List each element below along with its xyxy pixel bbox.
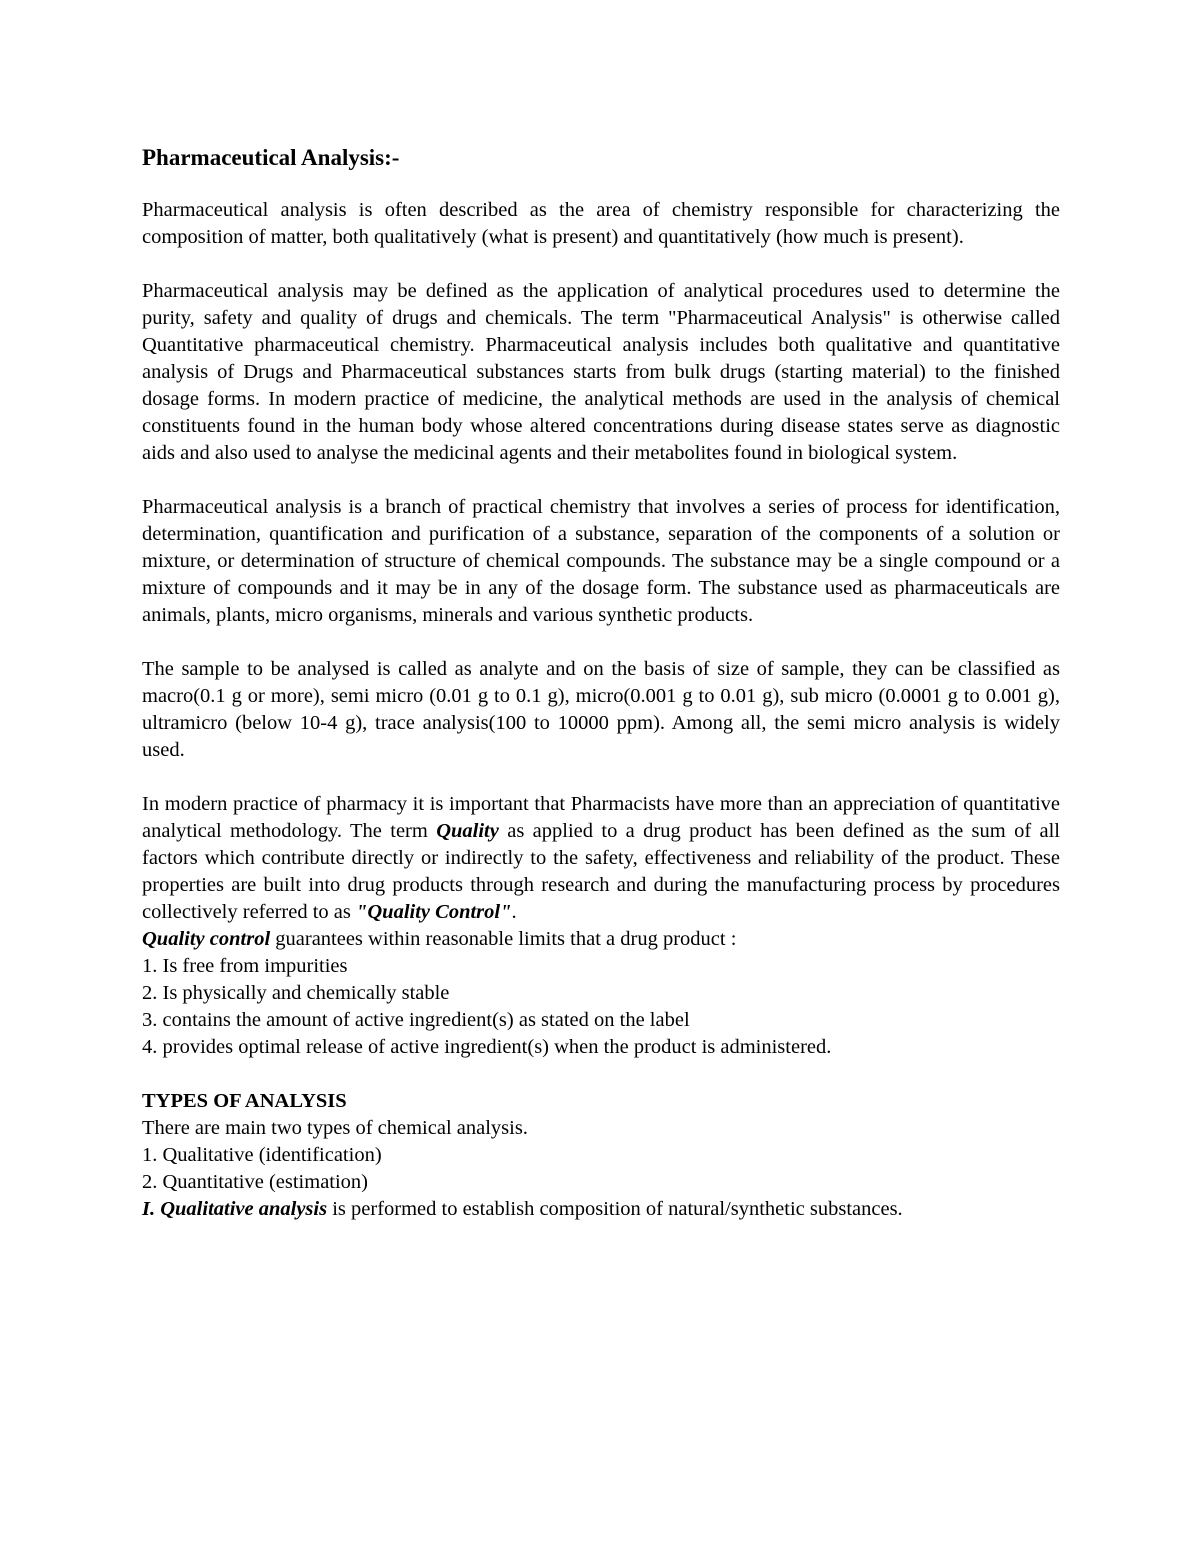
quality-term: Quality [436, 820, 499, 842]
list-item: 4. provides optimal release of active ingredient(s) when the product is administered. [142, 1036, 832, 1058]
list-item: 1. Is free from impurities [142, 955, 348, 977]
quality-control-lead [142, 926, 1060, 953]
paragraph-quality [142, 791, 1060, 926]
list-item: 2. Quantitative (estimation) [142, 1171, 369, 1193]
paragraph-definition: Pharmaceutical analysis is often described as the area of chemistry responsible for characterizing the composition of matter, both qualitatively (what is present) and quantitatively (how much is present). [142, 199, 1060, 248]
types-intro: There are main two types of chemical analysis. [142, 1117, 528, 1139]
list-item: 2. Is physically and chemically stable [142, 982, 450, 1004]
list-item: 3. contains the amount of active ingredient(s) as stated on the label [142, 1009, 690, 1031]
quality-text-1: In modern practice of pharmacy it is important that Pharmacists have more than an appreciation of quantitative analytical methodology. The term [142, 793, 1060, 842]
page-title: Pharmaceutical Analysis:- [142, 145, 400, 170]
qualitative-analysis-text: is performed to establish composition of natural/synthetic substances. [327, 1198, 903, 1220]
paragraph-application: Pharmaceutical analysis may be defined as the application of analytical procedures used to determine the purity, safety and quality of drugs and chemicals. The term "Pharmaceutical Analysis" is otherwise called Quantitative pharmaceutical chemistry. Pharmaceutical analysis includes both qualitative and quantitative analysis of Drugs and Pharmaceutical substances starts from bulk drugs (starting material) to the finished dosage forms. In modern practice of medicine, the analytical methods are used in the analysis of chemical constituents found in the human body whose altered concentrations during disease states serve as diagnostic aids and also used to analyse the medicinal agents and their metabolites found in biological system. [142, 280, 1060, 464]
quality-control-label: Quality control [142, 928, 271, 950]
section-heading: TYPES OF ANALYSIS [142, 1090, 347, 1112]
qualitative-analysis-line [142, 1196, 1060, 1223]
paragraph-sample-size: The sample to be analysed is called as analyte and on the basis of size of sample, they can be classified as macro(0.1 g or more), semi micro (0.01 g to 0.1 g), micro(0.001 g to 0.01 g), sub micro (0.0001 g to 0.001 g), ultramicro (below 10-4 g), trace analysis(100 to 10000 ppm). Among all, the semi micro analysis is widely used. [142, 658, 1060, 761]
quality-text-2: as applied to a drug product has been defined as the sum of all factors which contribute directly or indirectly to the safety, effectiveness and reliability of the product. These properties are built into drug products through research and during the manufacturing process by procedures collectively referred to as [142, 820, 1061, 923]
quality-control-term: "Quality Control" [356, 901, 512, 923]
qualitative-analysis-label: I. Qualitative analysis [142, 1198, 328, 1220]
document-page [142, 143, 1060, 1223]
list-item: 1. Qualitative (identification) [142, 1144, 382, 1166]
quality-control-lead-text: guarantees within reasonable limits that a drug product : [270, 928, 737, 950]
quality-text-end: . [511, 901, 517, 923]
paragraph-branch: Pharmaceutical analysis is a branch of practical chemistry that involves a series of process for identification, determination, quantification and purification of a substance, separation of the components of a solution or mixture, or determination of structure of chemical compounds. The substance may be a single compound or a mixture of compounds and it may be in any of the dosage form. The substance used as pharmaceuticals are animals, plants, micro organisms, minerals and various synthetic products. [142, 496, 1060, 626]
